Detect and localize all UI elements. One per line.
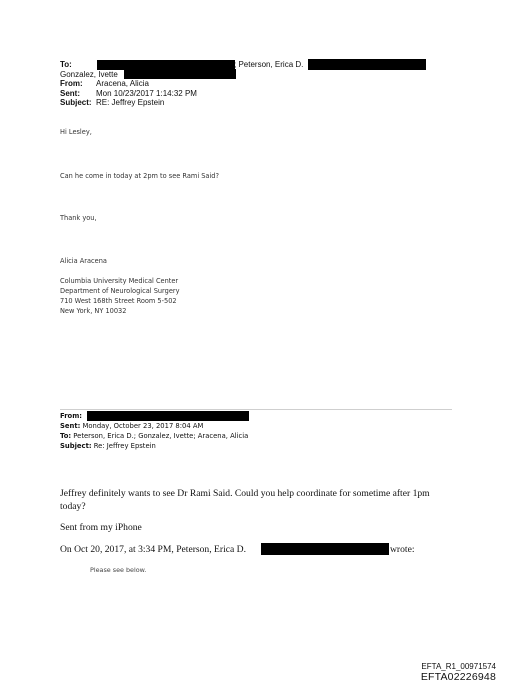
email1-from-row xyxy=(60,79,149,89)
email2-body-line2: today? xyxy=(60,501,86,512)
email2-subject-label: Subject: xyxy=(60,442,92,450)
email2-sent-from: Sent from my iPhone xyxy=(60,522,142,533)
redaction-bar xyxy=(308,59,426,70)
bates-number-1: EFTA_R1_00971574 xyxy=(421,662,496,671)
email1-sent-value: Mon 10/23/2017 1:14:32 PM xyxy=(96,88,197,98)
signature-line: 710 West 168th Street Room 5-502 xyxy=(60,297,177,305)
email1-to-value-1: ; Peterson, Erica D. xyxy=(234,60,304,69)
email2-sent-label: Sent: xyxy=(60,422,81,430)
email2-from-label: From: xyxy=(60,412,83,420)
email1-greeting: Hi Lesley, xyxy=(60,128,92,136)
redaction-bar xyxy=(124,69,236,79)
email1-closing: Thank you, xyxy=(60,214,97,222)
bates-number-2: EFTA02226948 xyxy=(420,671,496,683)
email1-from-label: From: xyxy=(60,79,83,88)
redaction-bar xyxy=(87,411,249,421)
signature-name: Alicia Aracena xyxy=(60,257,107,265)
email2-to-label: To: xyxy=(60,432,72,440)
email1-subject-row xyxy=(60,98,164,108)
email1-to-value-2: Gonzalez, Ivette xyxy=(60,69,118,79)
email1-subject-value: RE: Jeffrey Epstein xyxy=(96,98,165,107)
quoted-text: Please see below. xyxy=(90,566,147,574)
email1-body: Can he come in today at 2pm to see Rami Said? xyxy=(60,172,219,180)
email1-sent-label: Sent: xyxy=(60,88,80,98)
email2-subject-row xyxy=(60,441,156,451)
separator-rule xyxy=(60,409,452,410)
redaction-bar xyxy=(261,543,389,555)
email2-subject-value: Re: Jeffrey Epstein xyxy=(93,442,156,450)
email2-to-value: Peterson, Erica D.; Gonzalez, Ivette; Aracena, Alicia xyxy=(73,432,249,440)
email1-to-label: To: xyxy=(60,60,72,69)
email2-body-line1: Jeffrey definitely wants to see Dr Rami Said. Could you help coordinate for sometime after 1pm xyxy=(60,488,430,499)
email2-quote-intro: On Oct 20, 2017, at 3:34 PM, Peterson, Erica D. xyxy=(60,544,246,555)
email2-sent-value: Monday, October 23, 2017 8:04 AM xyxy=(82,422,204,430)
signature-line: New York, NY 10032 xyxy=(60,307,127,315)
email2-sent-row xyxy=(60,421,203,431)
email2-to-row xyxy=(60,431,248,441)
email1-from-value: Aracena, Alicia xyxy=(96,79,149,88)
email1-subject-label: Subject: xyxy=(60,98,92,107)
signature-line: Columbia University Medical Center xyxy=(60,277,179,285)
email1-sent-row xyxy=(60,89,197,99)
email1-to-row xyxy=(60,60,96,70)
email2-quote-wrote: wrote: xyxy=(390,544,415,555)
signature-line: Department of Neurological Surgery xyxy=(60,287,180,295)
